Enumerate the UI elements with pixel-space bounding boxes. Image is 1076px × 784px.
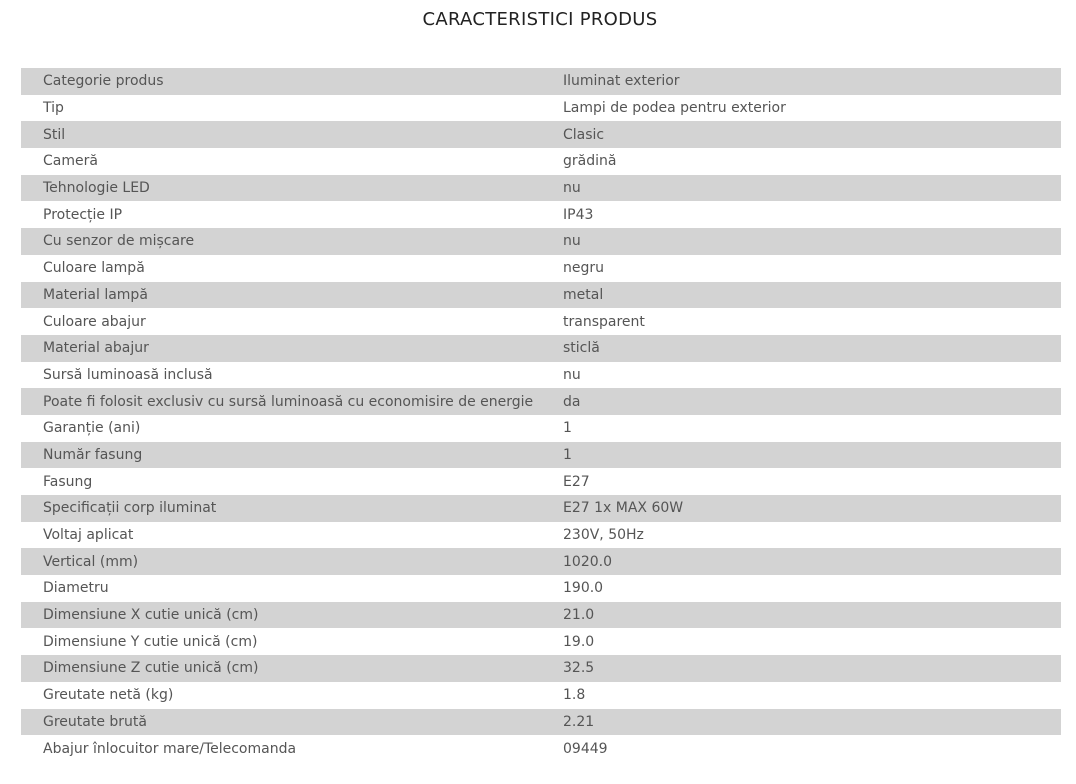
spec-label: Dimensiune X cutie unică (cm) (21, 602, 563, 629)
spec-value: 1 (563, 442, 1061, 469)
spec-value: 190.0 (563, 575, 1061, 602)
spec-label: Dimensiune Z cutie unică (cm) (21, 655, 563, 682)
spec-row (21, 362, 1061, 389)
spec-value: negru (563, 255, 1061, 282)
spec-label: Garanție (ani) (21, 415, 563, 442)
spec-row (21, 175, 1061, 202)
spec-row (21, 442, 1061, 469)
spec-row (21, 255, 1061, 282)
spec-row (21, 548, 1061, 575)
spec-label: Tehnologie LED (21, 175, 563, 202)
spec-value: Clasic (563, 121, 1061, 148)
spec-value: Lampi de podea pentru exterior (563, 95, 1061, 122)
spec-value: 1 (563, 415, 1061, 442)
spec-value: 1.8 (563, 682, 1061, 709)
spec-label: Greutate netă (kg) (21, 682, 563, 709)
spec-row (21, 468, 1061, 495)
spec-label: Culoare abajur (21, 308, 563, 335)
product-specs-body (21, 68, 1061, 762)
spec-value: nu (563, 362, 1061, 389)
spec-label: Stil (21, 121, 563, 148)
spec-value: grădină (563, 148, 1061, 175)
spec-value: 09449 (563, 735, 1061, 762)
spec-label: Greutate brută (21, 709, 563, 736)
spec-row (21, 709, 1061, 736)
spec-label: Protecție IP (21, 201, 563, 228)
spec-label: Material lampă (21, 282, 563, 309)
spec-label: Material abajur (21, 335, 563, 362)
spec-label: Număr fasung (21, 442, 563, 469)
spec-row (21, 388, 1061, 415)
spec-row (21, 628, 1061, 655)
spec-label: Culoare lampă (21, 255, 563, 282)
spec-value: E27 1x MAX 60W (563, 495, 1061, 522)
spec-value: 2.21 (563, 709, 1061, 736)
spec-row (21, 201, 1061, 228)
spec-label: Poate fi folosit exclusiv cu sursă luminoasă cu economisire de energie (21, 388, 563, 415)
spec-label: Sursă luminoasă inclusă (21, 362, 563, 389)
spec-label: Cameră (21, 148, 563, 175)
spec-row (21, 575, 1061, 602)
spec-label: Cu senzor de mișcare (21, 228, 563, 255)
spec-row (21, 148, 1061, 175)
product-specs-table (21, 68, 1061, 762)
spec-row (21, 602, 1061, 629)
spec-label: Tip (21, 95, 563, 122)
spec-label: Vertical (mm) (21, 548, 563, 575)
spec-label: Voltaj aplicat (21, 522, 563, 549)
spec-value: IP43 (563, 201, 1061, 228)
spec-value: da (563, 388, 1061, 415)
spec-label: Specificații corp iluminat (21, 495, 563, 522)
spec-label: Diametru (21, 575, 563, 602)
spec-value: transparent (563, 308, 1061, 335)
spec-row (21, 495, 1061, 522)
spec-value: 21.0 (563, 602, 1061, 629)
spec-row (21, 735, 1061, 762)
spec-value: 1020.0 (563, 548, 1061, 575)
spec-row (21, 682, 1061, 709)
spec-row (21, 415, 1061, 442)
spec-value: nu (563, 175, 1061, 202)
spec-label: Categorie produs (21, 68, 563, 95)
spec-row (21, 282, 1061, 309)
spec-row (21, 522, 1061, 549)
spec-row (21, 308, 1061, 335)
spec-label: Dimensiune Y cutie unică (cm) (21, 628, 563, 655)
spec-value: 19.0 (563, 628, 1061, 655)
spec-row (21, 95, 1061, 122)
spec-row (21, 121, 1061, 148)
spec-value: sticlă (563, 335, 1061, 362)
spec-value: metal (563, 282, 1061, 309)
spec-label: Abajur înlocuitor mare/Telecomanda (21, 735, 563, 762)
spec-row (21, 68, 1061, 95)
spec-row (21, 655, 1061, 682)
spec-row (21, 335, 1061, 362)
page-title: CARACTERISTICI PRODUS (422, 9, 658, 30)
spec-label: Fasung (21, 468, 563, 495)
spec-row (21, 228, 1061, 255)
spec-value: 32.5 (563, 655, 1061, 682)
spec-value: Iluminat exterior (563, 68, 1061, 95)
spec-value: 230V, 50Hz (563, 522, 1061, 549)
spec-value: E27 (563, 468, 1061, 495)
spec-value: nu (563, 228, 1061, 255)
